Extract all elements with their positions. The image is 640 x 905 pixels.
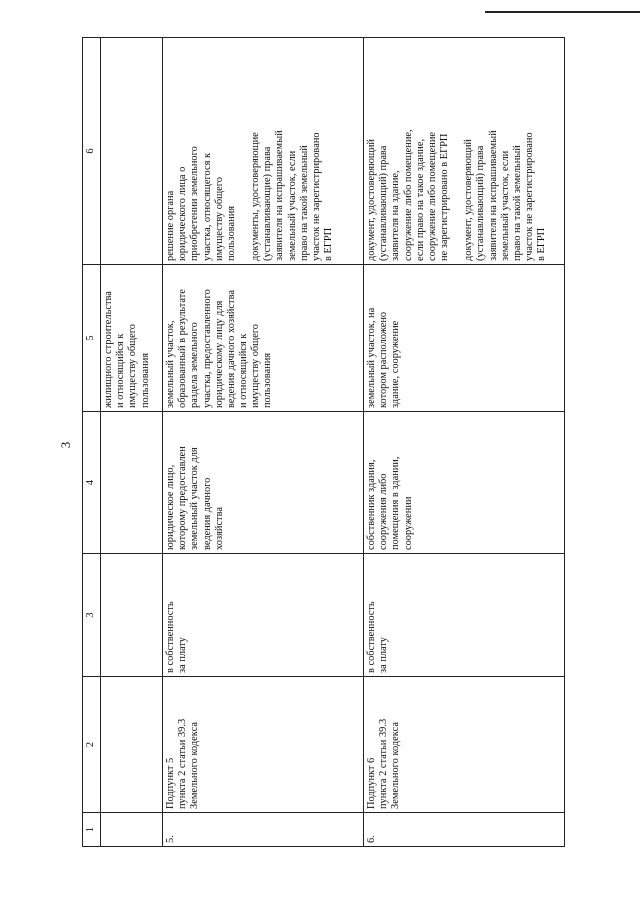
legal-basis: Подпункт 5 пункта 2 статьи 39.3 Земельного кодекса: [163, 677, 364, 813]
header-col-1: 1: [83, 813, 101, 847]
header-col-5: 5: [83, 265, 101, 412]
cont-cell-2: [101, 677, 163, 813]
document-item: решение органа юридического лица о приобретении земельного участка, относящегося к имуществу общего пользования: [165, 146, 237, 261]
page-number: 3: [58, 441, 73, 449]
header-col-4: 4: [83, 412, 101, 554]
cont-cell-6: [101, 38, 163, 265]
applicant: юридическое лицо, которому предоставлен земельный участок для ведения дачного хозяйства: [163, 412, 364, 554]
table-wrapper: [82, 38, 553, 847]
document-item: документы, удостоверяющие (устанавливающие) права заявителя на испрашиваемый земельный участок, если право на такой земельный участок не зарегистрировано в ЕГРП: [250, 130, 335, 261]
table-row: [163, 38, 364, 847]
top-rule: [485, 11, 640, 13]
row-number: 6.: [364, 813, 565, 847]
cont-cell-3: [101, 554, 163, 677]
header-col-3: 3: [83, 554, 101, 677]
rotated-table-container: [82, 38, 553, 847]
cont-cell-plot: жилищного строительства и относящийся к имуществу общего пользования: [101, 265, 163, 412]
right-type: в собственность за плату: [163, 554, 364, 677]
document-item: документ, удостоверяющий (устанавливающий) права заявителя на испрашиваемый земельный участок, если право на такой земельный участок не зарегистрировано в ЕГРП: [463, 130, 548, 261]
applicant: собственник здания, сооружения либо помещения в здании, сооружении: [364, 412, 565, 554]
row-number: 5.: [163, 813, 364, 847]
table-row: [364, 38, 565, 847]
document-item: документ, удостоверяющий (устанавливающий) права заявителя на здание, сооружение либо помещение, если право на такое здание, сооружение либо помещение не зарегистрировано в ЕГРП: [366, 129, 451, 261]
required-documents: [163, 38, 364, 265]
continuation-row: [101, 38, 163, 847]
legal-basis: Подпункт 6 пункта 2 статьи 39.3 Земельного кодекса: [364, 677, 565, 813]
land-allocation-table: [82, 37, 565, 847]
right-type: в собственность за плату: [364, 554, 565, 677]
header-col-6: 6: [83, 38, 101, 265]
cont-cell-4: [101, 412, 163, 554]
header-col-2: 2: [83, 677, 101, 813]
land-plot: земельный участок, образованный в результате раздела земельного участка, предоставленного юридическому лицу для ведения дачного хозяйства и относящийся к имуществу общего пользования: [163, 265, 364, 412]
cont-cell-1: [101, 813, 163, 847]
header-row: [83, 38, 101, 847]
land-plot: земельный участок, на котором расположено здание, сооружение: [364, 265, 565, 412]
required-documents: [364, 38, 565, 265]
